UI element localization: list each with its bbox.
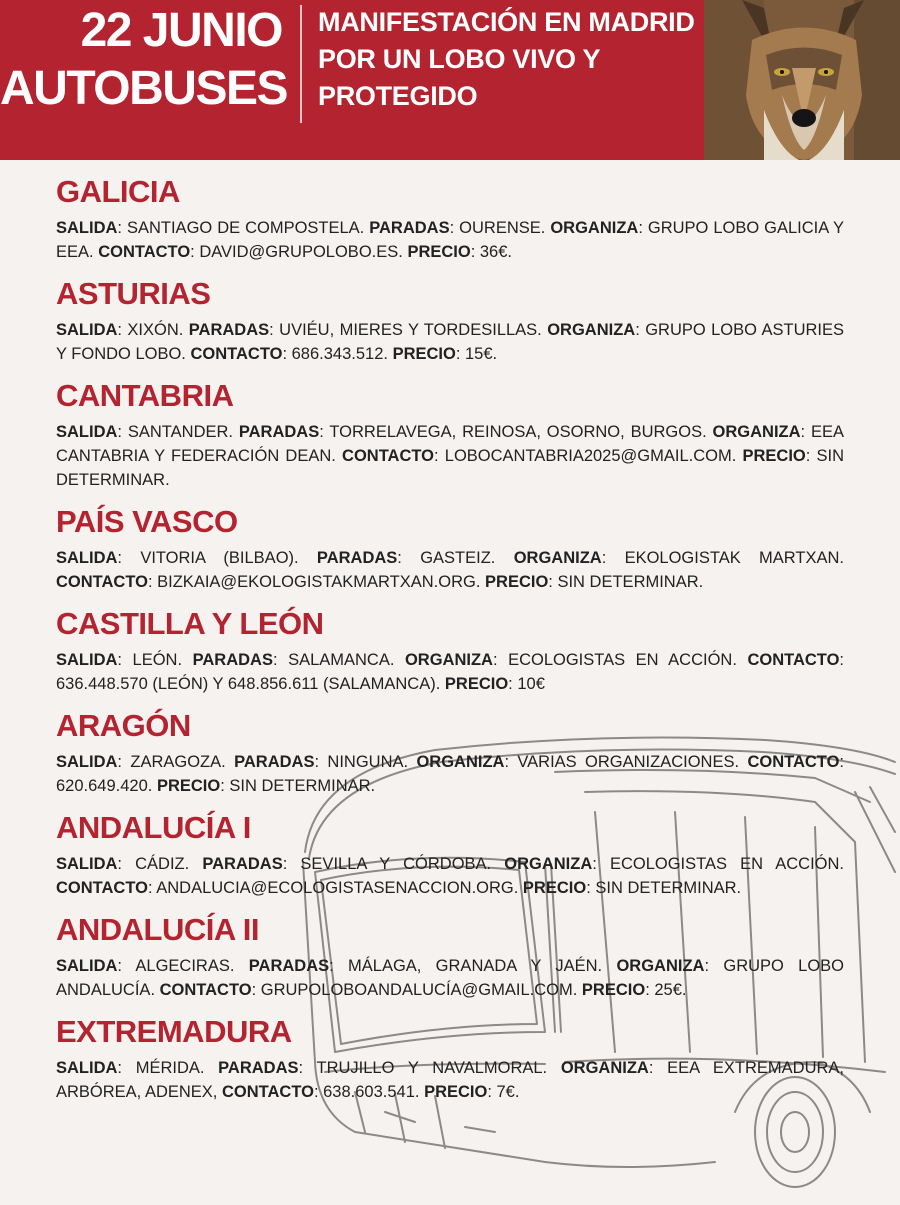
header-divider	[300, 5, 302, 123]
paradas-value: GASTEIZ.	[420, 549, 496, 567]
paradas-label: PARADAS	[192, 651, 273, 669]
salida-value: XIXÓN.	[127, 321, 184, 339]
precio-value: 7€.	[496, 1083, 520, 1101]
precio-value: 36€.	[479, 243, 512, 261]
contacto-label: CONTACTO	[342, 447, 434, 465]
region-title: EXTREMADURA	[56, 1014, 292, 1049]
contacto-value: 636.448.570 (LEÓN) Y 648.856.611 (SALAMANCA).	[56, 675, 441, 693]
salida-value: ZARAGOZA.	[130, 753, 226, 771]
organiza-value: VARIAS ORGANIZACIONES.	[517, 753, 740, 771]
precio-value: SIN DETERMINAR.	[557, 573, 704, 591]
contacto-value: 620.649.420.	[56, 777, 153, 795]
precio-value: 15€.	[465, 345, 498, 363]
paradas-label: PARADAS	[202, 855, 283, 873]
organiza-label: ORGANIZA	[712, 423, 801, 441]
contacto-label: CONTACTO	[221, 1083, 314, 1101]
contacto-label: CONTACTO	[190, 345, 283, 363]
region-details: SALIDA: XIXÓN. PARADAS: UVIÉU, MIERES Y TORDESILLAS. ORGANIZA: GRUPO LOBO ASTURIES Y FONDO LOBO. CONTACTO: 686.343.512. PRECIO: 15€.	[56, 321, 844, 363]
region-details: SALIDA: SANTIAGO DE COMPOSTELA. PARADAS: OURENSE. ORGANIZA: GRUPO LOBO GALICIA Y EEA. CONTACTO: DAVID@GRUPOLOBO.ES. PRECIO: 36€.	[56, 219, 844, 261]
contacto-label: CONTACTO	[56, 573, 148, 591]
organiza-value: EEA EXTREMADURA, ARBÓREA, ADENEX,	[56, 1059, 845, 1101]
organiza-value: GRUPO LOBO ANDALUCÍA.	[56, 957, 845, 999]
salida-value: SANTIAGO DE COMPOSTELA.	[126, 219, 365, 237]
contacto-value: GRUPOLOBOANDALUCÍA@GMAIL.COM.	[260, 981, 578, 999]
organiza-value: EEA CANTABRIA Y FEDERACIÓN DEAN.	[56, 423, 845, 465]
contacto-value: 686.343.512.	[291, 345, 388, 363]
organiza-label: ORGANIZA	[504, 855, 593, 873]
organiza-label: ORGANIZA	[416, 753, 505, 771]
region-details: SALIDA: ZARAGOZA. PARADAS: NINGUNA. ORGANIZA: VARIAS ORGANIZACIONES. CONTACTO: 620.649.420. PRECIO: SIN DETERMINAR.	[56, 753, 844, 795]
salida-value: VITORIA (BILBAO).	[140, 549, 299, 567]
header-date-block	[0, 2, 287, 118]
paradas-value: NINGUNA.	[327, 753, 409, 771]
precio-label: PRECIO	[156, 777, 221, 795]
region-title: PAÍS VASCO	[56, 504, 238, 539]
region-title: ASTURIAS	[56, 276, 211, 311]
region-galicia	[56, 170, 844, 264]
precio-label: PRECIO	[407, 243, 471, 261]
paradas-value: UVIÉU, MIERES Y TORDESILLAS.	[279, 321, 542, 339]
header-date: 22 JUNIO	[80, 4, 282, 57]
organiza-value: GRUPO LOBO ASTURIES Y FONDO LOBO.	[56, 321, 844, 363]
header-banner	[0, 0, 900, 160]
paradas-value: OURENSE.	[459, 219, 546, 237]
paradas-value: SEVILLA Y CÓRDOBA.	[300, 855, 492, 873]
precio-value: SIN DETERMINAR.	[229, 777, 376, 795]
precio-value: 25€.	[654, 981, 687, 999]
contacto-value: 638.603.541.	[323, 1083, 420, 1101]
paradas-label: PARADAS	[188, 321, 270, 339]
organiza-label: ORGANIZA	[616, 957, 705, 975]
paradas-label: PARADAS	[369, 219, 450, 237]
region-title: ARAGÓN	[56, 708, 191, 743]
region-details: SALIDA: MÉRIDA. PARADAS: TRUJILLO Y NAVALMORAL. ORGANIZA: EEA EXTREMADURA, ARBÓREA, ADENEX, CONTACTO: 638.603.541. PRECIO: 7€.	[56, 1059, 845, 1101]
region-asturias	[56, 272, 844, 366]
contacto-value: DAVID@GRUPOLOBO.ES.	[199, 243, 403, 261]
organiza-label: ORGANIZA	[560, 1059, 649, 1077]
salida-value: SANTANDER.	[127, 423, 233, 441]
region-title: ANDALUCÍA I	[56, 810, 251, 845]
organiza-label: ORGANIZA	[513, 549, 602, 567]
region-details: SALIDA: VITORIA (BILBAO). PARADAS: GASTEIZ. ORGANIZA: EKOLOGISTAK MARTXAN. CONTACTO: BIZKAIA@EKOLOGISTAKMARTXAN.ORG. PRECIO: SIN DETERMINAR.	[56, 549, 844, 591]
precio-label: PRECIO	[522, 879, 587, 897]
wolf-photo	[704, 0, 900, 160]
salida-label: SALIDA	[56, 1059, 118, 1077]
salida-label: SALIDA	[56, 957, 118, 975]
paradas-label: PARADAS	[238, 423, 320, 441]
contacto-value: LOBOCANTABRIA2025@GMAIL.COM.	[444, 447, 737, 465]
precio-label: PRECIO	[392, 345, 456, 363]
salida-label: SALIDA	[56, 321, 118, 339]
contacto-label: CONTACTO	[159, 981, 252, 999]
precio-label: PRECIO	[424, 1083, 488, 1101]
paradas-label: PARADAS	[248, 957, 330, 975]
region-title: ANDALUCÍA II	[56, 912, 259, 947]
contacto-label: CONTACTO	[56, 879, 148, 897]
wolf-image	[704, 0, 900, 160]
salida-label: SALIDA	[56, 651, 118, 669]
salida-value: MÉRIDA.	[135, 1059, 205, 1077]
organiza-value: ECOLOGISTAS EN ACCIÓN.	[508, 651, 737, 669]
organiza-label: ORGANIZA	[404, 651, 493, 669]
paradas-value: SALAMANCA.	[288, 651, 395, 669]
organiza-value: GRUPO LOBO GALICIA Y EEA.	[56, 219, 844, 261]
precio-value: SIN DETERMINAR.	[56, 447, 845, 489]
contacto-value: ANDALUCIA@ECOLOGISTASENACCION.ORG.	[156, 879, 519, 897]
precio-label: PRECIO	[444, 675, 509, 693]
contacto-label: CONTACTO	[747, 753, 840, 771]
salida-value: LEÓN.	[132, 651, 183, 669]
region-pais-vasco	[56, 500, 844, 594]
organiza-value: EKOLOGISTAK MARTXAN.	[624, 549, 844, 567]
header-subtitle: AUTOBUSES	[0, 62, 287, 115]
region-details: SALIDA: SANTANDER. PARADAS: TORRELAVEGA, REINOSA, OSORNO, BURGOS. ORGANIZA: EEA CANTABRIA Y FEDERACIÓN DEAN. CONTACTO: LOBOCANTABRIA2025@GMAIL.COM. PRECIO: SIN DETERMINAR.	[56, 423, 845, 489]
region-andalucia-i	[56, 806, 844, 900]
paradas-label: PARADAS	[218, 1059, 299, 1077]
paradas-value: TRUJILLO Y NAVALMORAL.	[316, 1059, 548, 1077]
precio-label: PRECIO	[742, 447, 806, 465]
precio-value: 10€	[517, 675, 545, 693]
event-line: POR UN LOBO VIVO Y	[318, 44, 601, 74]
contacto-label: CONTACTO	[747, 651, 840, 669]
region-cantabria	[56, 374, 844, 492]
region-details: SALIDA: ALGECIRAS. PARADAS: MÁLAGA, GRANADA Y JAÉN. ORGANIZA: GRUPO LOBO ANDALUCÍA. CONTACTO: GRUPOLOBOANDALUCÍA@GMAIL.COM. PRECIO: 25€.	[56, 957, 845, 999]
paradas-value: MÁLAGA, GRANADA Y JAÉN.	[348, 957, 603, 975]
event-line: MANIFESTACIÓN EN MADRID	[318, 7, 695, 37]
salida-value: CÁDIZ.	[135, 855, 190, 873]
salida-label: SALIDA	[56, 753, 118, 771]
event-line: PROTEGIDO	[318, 81, 478, 111]
region-title: GALICIA	[56, 174, 180, 209]
contacto-label: CONTACTO	[98, 243, 191, 261]
region-andalucia-ii	[56, 908, 844, 1002]
organiza-label: ORGANIZA	[547, 321, 636, 339]
organiza-label: ORGANIZA	[550, 219, 639, 237]
regions-list	[56, 170, 844, 1112]
paradas-value: TORRELAVEGA, REINOSA, OSORNO, BURGOS.	[329, 423, 707, 441]
salida-label: SALIDA	[56, 423, 118, 441]
precio-label: PRECIO	[581, 981, 646, 999]
region-details: SALIDA: LEÓN. PARADAS: SALAMANCA. ORGANIZA: ECOLOGISTAS EN ACCIÓN. CONTACTO: 636.448.570 (LEÓN) Y 648.856.611 (SALAMANCA). PRECIO: 10€	[56, 651, 844, 693]
salida-value: ALGECIRAS.	[135, 957, 235, 975]
salida-label: SALIDA	[56, 549, 118, 567]
region-title: CANTABRIA	[56, 378, 234, 413]
region-details: SALIDA: CÁDIZ. PARADAS: SEVILLA Y CÓRDOBA. ORGANIZA: ECOLOGISTAS EN ACCIÓN. CONTACTO: ANDALUCIA@ECOLOGISTASENACCION.ORG. PRECIO: SIN DETERMINAR.	[56, 855, 845, 897]
paradas-label: PARADAS	[234, 753, 315, 771]
salida-label: SALIDA	[56, 855, 118, 873]
salida-label: SALIDA	[56, 219, 118, 237]
paradas-label: PARADAS	[316, 549, 398, 567]
region-extremadura	[56, 1010, 844, 1104]
precio-value: SIN DETERMINAR.	[595, 879, 742, 897]
region-castilla-y-leon	[56, 602, 844, 696]
precio-label: PRECIO	[485, 573, 549, 591]
region-title: CASTILLA Y LEÓN	[56, 606, 324, 641]
region-aragon	[56, 704, 844, 798]
contacto-value: BIZKAIA@EKOLOGISTAKMARTXAN.ORG.	[157, 573, 481, 591]
organiza-value: ECOLOGISTAS EN ACCIÓN.	[609, 855, 845, 873]
header-event-title	[318, 4, 718, 115]
